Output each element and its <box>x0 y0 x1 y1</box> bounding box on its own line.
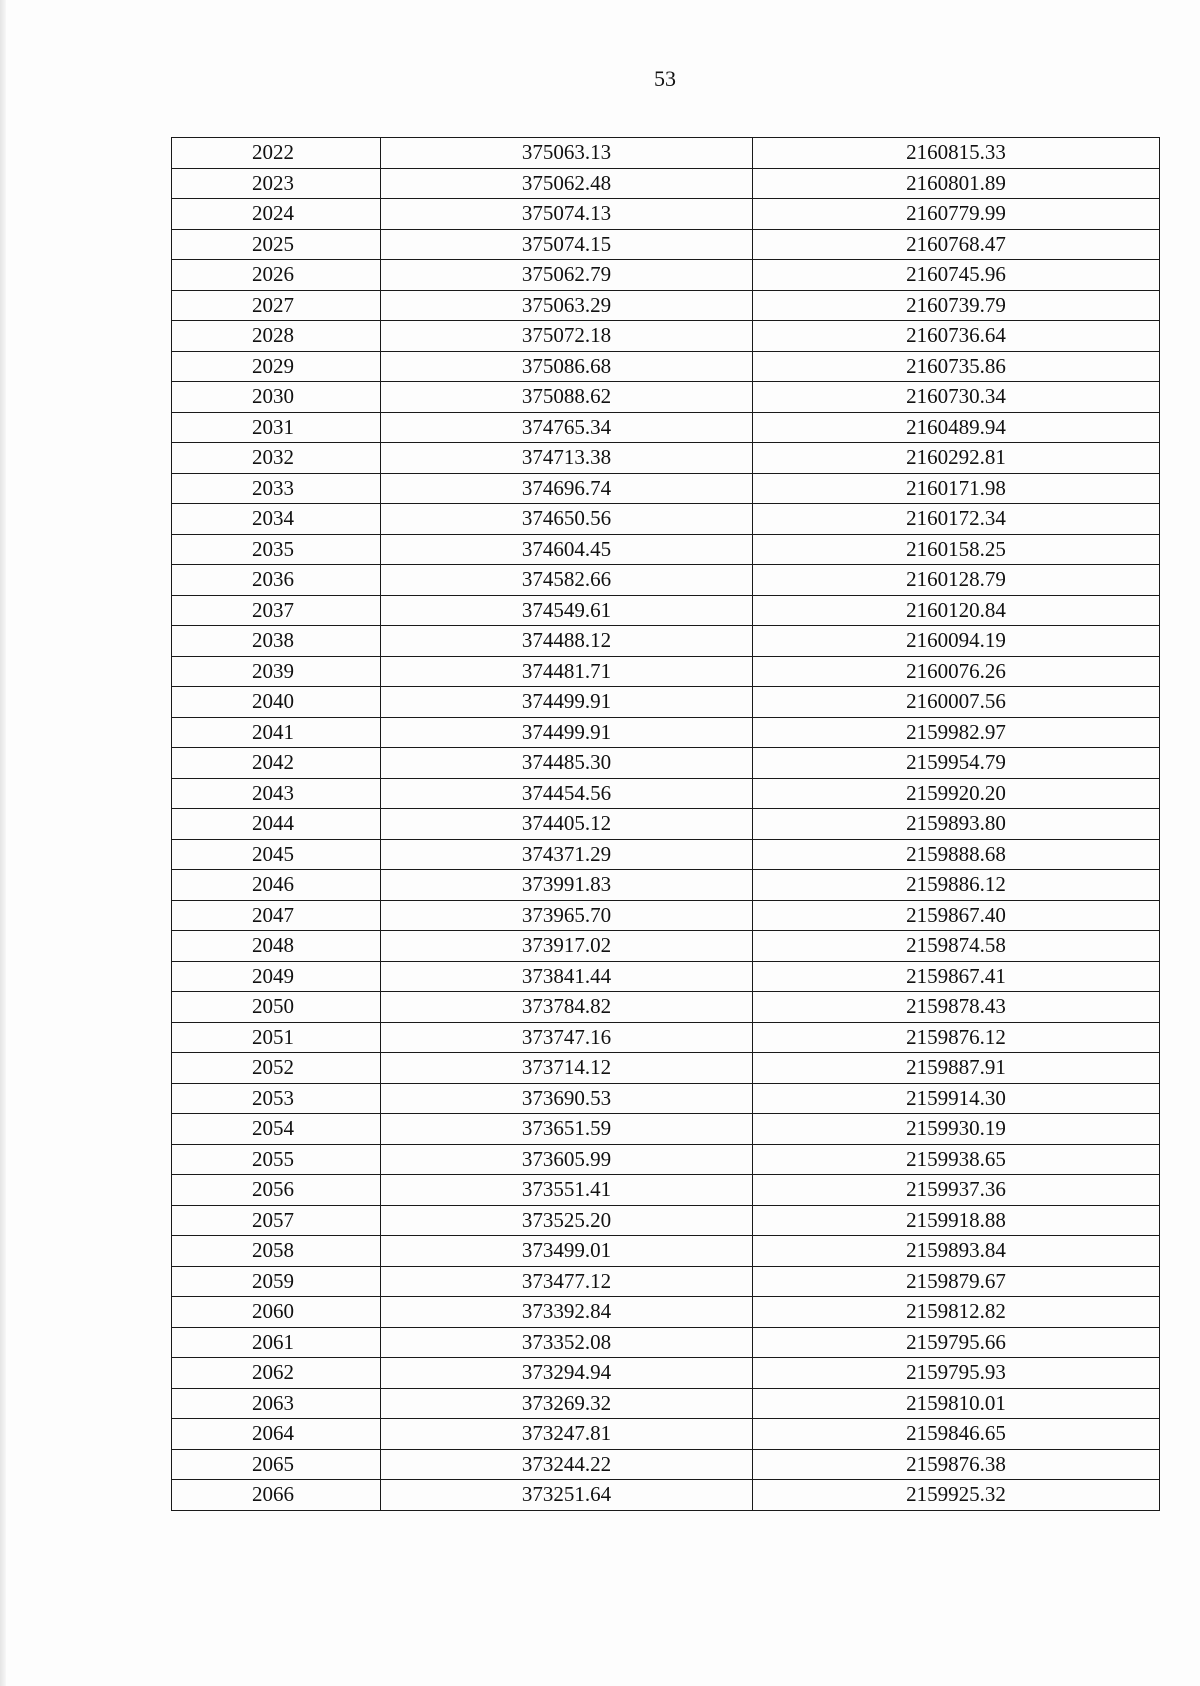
y-coordinate-cell: 2160076.26 <box>753 656 1160 687</box>
table-row <box>172 595 1160 626</box>
table-row <box>172 1297 1160 1328</box>
table-row <box>172 1266 1160 1297</box>
y-coordinate-cell: 2160171.98 <box>753 473 1160 504</box>
point-id-cell: 2066 <box>172 1480 381 1511</box>
point-id-cell: 2040 <box>172 687 381 718</box>
y-coordinate-cell: 2159874.58 <box>753 931 1160 962</box>
point-id-cell: 2042 <box>172 748 381 779</box>
x-coordinate-cell: 374604.45 <box>381 534 753 565</box>
x-coordinate-cell: 373841.44 <box>381 961 753 992</box>
y-coordinate-cell: 2160739.79 <box>753 290 1160 321</box>
y-coordinate-cell: 2159846.65 <box>753 1419 1160 1450</box>
point-id-cell: 2056 <box>172 1175 381 1206</box>
table-row <box>172 1144 1160 1175</box>
table-row <box>172 717 1160 748</box>
point-id-cell: 2045 <box>172 839 381 870</box>
x-coordinate-cell: 375074.15 <box>381 229 753 260</box>
x-coordinate-cell: 374405.12 <box>381 809 753 840</box>
point-id-cell: 2047 <box>172 900 381 931</box>
x-coordinate-cell: 373917.02 <box>381 931 753 962</box>
y-coordinate-cell: 2160292.81 <box>753 443 1160 474</box>
y-coordinate-cell: 2160128.79 <box>753 565 1160 596</box>
x-coordinate-cell: 373747.16 <box>381 1022 753 1053</box>
y-coordinate-cell: 2160736.64 <box>753 321 1160 352</box>
x-coordinate-cell: 374499.91 <box>381 687 753 718</box>
y-coordinate-cell: 2159930.19 <box>753 1114 1160 1145</box>
x-coordinate-cell: 373499.01 <box>381 1236 753 1267</box>
x-coordinate-cell: 373605.99 <box>381 1144 753 1175</box>
x-coordinate-cell: 373690.53 <box>381 1083 753 1114</box>
x-coordinate-cell: 374481.71 <box>381 656 753 687</box>
y-coordinate-cell: 2160779.99 <box>753 199 1160 230</box>
y-coordinate-cell: 2159888.68 <box>753 839 1160 870</box>
table-row <box>172 870 1160 901</box>
table-row <box>172 1022 1160 1053</box>
y-coordinate-cell: 2159938.65 <box>753 1144 1160 1175</box>
y-coordinate-cell: 2160158.25 <box>753 534 1160 565</box>
table-row <box>172 748 1160 779</box>
table-row <box>172 656 1160 687</box>
point-id-cell: 2063 <box>172 1388 381 1419</box>
point-id-cell: 2051 <box>172 1022 381 1053</box>
point-id-cell: 2037 <box>172 595 381 626</box>
table-row <box>172 1236 1160 1267</box>
y-coordinate-cell: 2159982.97 <box>753 717 1160 748</box>
y-coordinate-cell: 2159876.38 <box>753 1449 1160 1480</box>
y-coordinate-cell: 2159876.12 <box>753 1022 1160 1053</box>
table-row <box>172 992 1160 1023</box>
table-row <box>172 1053 1160 1084</box>
table-row <box>172 687 1160 718</box>
x-coordinate-cell: 374454.56 <box>381 778 753 809</box>
x-coordinate-cell: 373294.94 <box>381 1358 753 1389</box>
point-id-cell: 2035 <box>172 534 381 565</box>
y-coordinate-cell: 2160489.94 <box>753 412 1160 443</box>
point-id-cell: 2048 <box>172 931 381 962</box>
x-coordinate-cell: 373352.08 <box>381 1327 753 1358</box>
x-coordinate-cell: 375062.48 <box>381 168 753 199</box>
point-id-cell: 2065 <box>172 1449 381 1480</box>
y-coordinate-cell: 2160730.34 <box>753 382 1160 413</box>
y-coordinate-cell: 2159795.93 <box>753 1358 1160 1389</box>
table-row <box>172 443 1160 474</box>
table-row <box>172 1419 1160 1450</box>
point-id-cell: 2024 <box>172 199 381 230</box>
y-coordinate-cell: 2159914.30 <box>753 1083 1160 1114</box>
table-row <box>172 229 1160 260</box>
point-id-cell: 2057 <box>172 1205 381 1236</box>
point-id-cell: 2055 <box>172 1144 381 1175</box>
y-coordinate-cell: 2159810.01 <box>753 1388 1160 1419</box>
point-id-cell: 2034 <box>172 504 381 535</box>
table-row <box>172 1175 1160 1206</box>
x-coordinate-cell: 374488.12 <box>381 626 753 657</box>
point-id-cell: 2032 <box>172 443 381 474</box>
x-coordinate-cell: 374582.66 <box>381 565 753 596</box>
x-coordinate-cell: 375086.68 <box>381 351 753 382</box>
x-coordinate-cell: 373784.82 <box>381 992 753 1023</box>
x-coordinate-cell: 373247.81 <box>381 1419 753 1450</box>
table-row <box>172 382 1160 413</box>
y-coordinate-cell: 2159893.84 <box>753 1236 1160 1267</box>
x-coordinate-cell: 374650.56 <box>381 504 753 535</box>
y-coordinate-cell: 2159920.20 <box>753 778 1160 809</box>
point-id-cell: 2028 <box>172 321 381 352</box>
y-coordinate-cell: 2159887.91 <box>753 1053 1160 1084</box>
scan-edge <box>0 0 6 1686</box>
table-row <box>172 199 1160 230</box>
x-coordinate-cell: 375074.13 <box>381 199 753 230</box>
table-row <box>172 626 1160 657</box>
x-coordinate-cell: 373651.59 <box>381 1114 753 1145</box>
point-id-cell: 2058 <box>172 1236 381 1267</box>
x-coordinate-cell: 373714.12 <box>381 1053 753 1084</box>
point-id-cell: 2027 <box>172 290 381 321</box>
table-row <box>172 1114 1160 1145</box>
y-coordinate-cell: 2160007.56 <box>753 687 1160 718</box>
x-coordinate-cell: 374549.61 <box>381 595 753 626</box>
x-coordinate-cell: 373477.12 <box>381 1266 753 1297</box>
y-coordinate-cell: 2160094.19 <box>753 626 1160 657</box>
table-row <box>172 1449 1160 1480</box>
x-coordinate-cell: 375088.62 <box>381 382 753 413</box>
x-coordinate-cell: 374765.34 <box>381 412 753 443</box>
coordinates-table-body <box>172 138 1160 1511</box>
table-row <box>172 839 1160 870</box>
x-coordinate-cell: 374499.91 <box>381 717 753 748</box>
point-id-cell: 2039 <box>172 656 381 687</box>
table-row <box>172 321 1160 352</box>
y-coordinate-cell: 2160735.86 <box>753 351 1160 382</box>
x-coordinate-cell: 375063.13 <box>381 138 753 169</box>
table-row <box>172 290 1160 321</box>
table-row <box>172 809 1160 840</box>
x-coordinate-cell: 374485.30 <box>381 748 753 779</box>
point-id-cell: 2053 <box>172 1083 381 1114</box>
table-row <box>172 473 1160 504</box>
y-coordinate-cell: 2160768.47 <box>753 229 1160 260</box>
y-coordinate-cell: 2160120.84 <box>753 595 1160 626</box>
point-id-cell: 2025 <box>172 229 381 260</box>
y-coordinate-cell: 2159795.66 <box>753 1327 1160 1358</box>
y-coordinate-cell: 2159893.80 <box>753 809 1160 840</box>
point-id-cell: 2036 <box>172 565 381 596</box>
y-coordinate-cell: 2159886.12 <box>753 870 1160 901</box>
point-id-cell: 2049 <box>172 961 381 992</box>
table-row <box>172 412 1160 443</box>
y-coordinate-cell: 2159925.32 <box>753 1480 1160 1511</box>
table-row <box>172 931 1160 962</box>
y-coordinate-cell: 2159867.40 <box>753 900 1160 931</box>
x-coordinate-cell: 373269.32 <box>381 1388 753 1419</box>
table-row <box>172 534 1160 565</box>
x-coordinate-cell: 373525.20 <box>381 1205 753 1236</box>
x-coordinate-cell: 375072.18 <box>381 321 753 352</box>
y-coordinate-cell: 2159878.43 <box>753 992 1160 1023</box>
x-coordinate-cell: 373392.84 <box>381 1297 753 1328</box>
point-id-cell: 2026 <box>172 260 381 291</box>
point-id-cell: 2052 <box>172 1053 381 1084</box>
y-coordinate-cell: 2160801.89 <box>753 168 1160 199</box>
point-id-cell: 2059 <box>172 1266 381 1297</box>
point-id-cell: 2031 <box>172 412 381 443</box>
point-id-cell: 2054 <box>172 1114 381 1145</box>
x-coordinate-cell: 375063.29 <box>381 290 753 321</box>
table-row <box>172 351 1160 382</box>
point-id-cell: 2061 <box>172 1327 381 1358</box>
y-coordinate-cell: 2159867.41 <box>753 961 1160 992</box>
point-id-cell: 2043 <box>172 778 381 809</box>
y-coordinate-cell: 2160815.33 <box>753 138 1160 169</box>
table-row <box>172 961 1160 992</box>
page-number: 53 <box>654 66 676 91</box>
y-coordinate-cell: 2159812.82 <box>753 1297 1160 1328</box>
table-row <box>172 1327 1160 1358</box>
point-id-cell: 2030 <box>172 382 381 413</box>
point-id-cell: 2033 <box>172 473 381 504</box>
table-row <box>172 168 1160 199</box>
x-coordinate-cell: 374713.38 <box>381 443 753 474</box>
point-id-cell: 2050 <box>172 992 381 1023</box>
x-coordinate-cell: 375062.79 <box>381 260 753 291</box>
table-row <box>172 260 1160 291</box>
x-coordinate-cell: 373251.64 <box>381 1480 753 1511</box>
x-coordinate-cell: 373965.70 <box>381 900 753 931</box>
point-id-cell: 2022 <box>172 138 381 169</box>
x-coordinate-cell: 373551.41 <box>381 1175 753 1206</box>
table-row <box>172 1205 1160 1236</box>
table-row <box>172 1358 1160 1389</box>
point-id-cell: 2046 <box>172 870 381 901</box>
table-row <box>172 1083 1160 1114</box>
y-coordinate-cell: 2160172.34 <box>753 504 1160 535</box>
x-coordinate-cell: 373244.22 <box>381 1449 753 1480</box>
y-coordinate-cell: 2160745.96 <box>753 260 1160 291</box>
point-id-cell: 2064 <box>172 1419 381 1450</box>
point-id-cell: 2023 <box>172 168 381 199</box>
point-id-cell: 2060 <box>172 1297 381 1328</box>
point-id-cell: 2038 <box>172 626 381 657</box>
point-id-cell: 2029 <box>172 351 381 382</box>
y-coordinate-cell: 2159937.36 <box>753 1175 1160 1206</box>
y-coordinate-cell: 2159954.79 <box>753 748 1160 779</box>
y-coordinate-cell: 2159918.88 <box>753 1205 1160 1236</box>
x-coordinate-cell: 374371.29 <box>381 839 753 870</box>
point-id-cell: 2041 <box>172 717 381 748</box>
coordinates-table <box>171 137 1160 1511</box>
table-row <box>172 504 1160 535</box>
table-row <box>172 138 1160 169</box>
x-coordinate-cell: 373991.83 <box>381 870 753 901</box>
table-row <box>172 900 1160 931</box>
point-id-cell: 2062 <box>172 1358 381 1389</box>
table-row <box>172 1480 1160 1511</box>
table-row <box>172 778 1160 809</box>
x-coordinate-cell: 374696.74 <box>381 473 753 504</box>
table-row <box>172 565 1160 596</box>
table-row <box>172 1388 1160 1419</box>
y-coordinate-cell: 2159879.67 <box>753 1266 1160 1297</box>
point-id-cell: 2044 <box>172 809 381 840</box>
